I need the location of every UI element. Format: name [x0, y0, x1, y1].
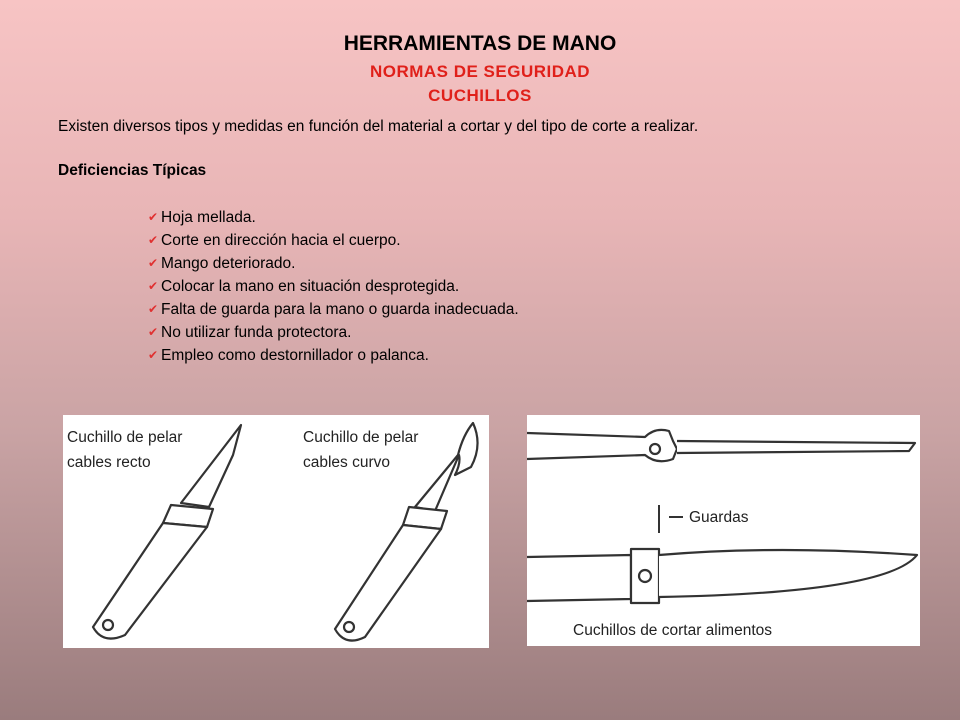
food-knives-caption: Cuchillos de cortar alimentos: [573, 622, 773, 639]
cable-knives-drawing: [63, 415, 489, 648]
list-item-text: No utilizar funda protectora.: [161, 324, 352, 341]
deficiencies-heading: Deficiencias Típicas: [58, 162, 207, 179]
straight-knife-label-1: Cuchillo de pelar: [67, 429, 183, 446]
list-item-text: Mango deteriorado.: [161, 255, 296, 272]
check-icon: ✔: [148, 348, 159, 362]
list-item-text: Falta de guarda para la mano o guarda inadecuada.: [161, 301, 519, 318]
list-item: [148, 229, 519, 252]
straight-knife-label-2: cables recto: [67, 454, 151, 471]
list-item-text: Empleo como destornillador o palanca.: [161, 347, 429, 364]
check-icon: ✔: [148, 233, 159, 247]
food-knives-illustration: [527, 415, 920, 646]
list-item: [148, 344, 519, 367]
list-item: [148, 298, 519, 321]
list-item: [148, 206, 519, 229]
list-item: [148, 321, 519, 344]
page-subtitle: NORMAS DE SEGURIDAD: [369, 62, 591, 81]
list-item-text: Hoja mellada.: [161, 209, 256, 226]
list-item-text: Colocar la mano en situación desprotegida.: [161, 278, 460, 295]
list-item: [148, 252, 519, 275]
guard-indicator: [659, 505, 683, 533]
upper-knife-drawing: [527, 430, 915, 461]
list-item-text: Corte en dirección hacia el cuerpo.: [161, 232, 401, 249]
check-icon: ✔: [148, 325, 159, 339]
deficiencies-list: [148, 206, 519, 367]
check-icon: ✔: [148, 210, 159, 224]
page-title: HERRAMIENTAS DE MANO: [343, 32, 617, 55]
intro-text: Existen diversos tipos y medidas en función del material a cortar y del tipo de corte a realizar.: [58, 118, 699, 135]
food-knives-drawing: [527, 415, 920, 646]
section-title: CUCHILLOS: [428, 86, 532, 105]
guard-label: Guardas: [689, 509, 749, 526]
cable-knives-illustration: [63, 415, 489, 648]
check-icon: ✔: [148, 302, 159, 316]
check-icon: ✔: [148, 279, 159, 293]
curved-knife-label-2: cables curvo: [303, 454, 391, 471]
check-icon: ✔: [148, 256, 159, 270]
lower-knife-drawing: [527, 549, 917, 603]
list-item: [148, 275, 519, 298]
curved-knife-label-1: Cuchillo de pelar: [303, 429, 419, 446]
